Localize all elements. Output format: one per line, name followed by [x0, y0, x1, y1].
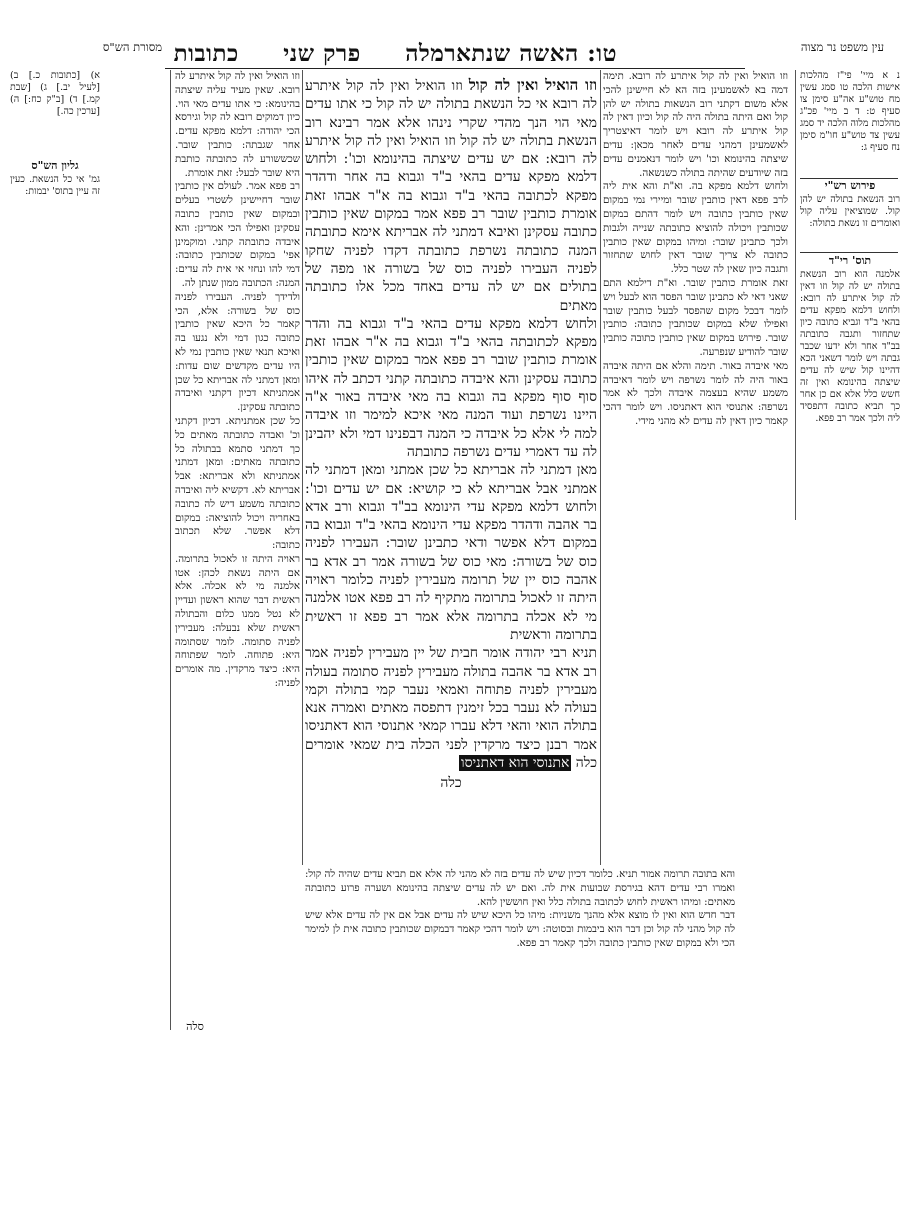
tosfos-rid-label: תוס' רי"ד	[828, 255, 872, 267]
perek-label: פרק שני	[283, 40, 361, 67]
column-divider	[302, 70, 303, 865]
rashi-margin-text: רוב הנשאת בתולה יש להן קול. שמוציאין עליה קול ואומרים זו נשאת בתולה:	[800, 194, 900, 229]
bottom-paragraph: והא בתובה תרומה אמור תניא. כלומר דכיון שיש לה עדים בזה לא מהני לה אלא אם תביא עדים שהיה לה קול: ואמרו רבי עדים דהא בגירסת שבועות אית לה. ואם יש לה עדים שיצתה בהינומא ושערה פרוע כתובתה מאתים: ומיהו ראשית לחוש לכתובה בתולה כלל ואין חוששין להא.	[305, 869, 735, 908]
rashi-paragraph: כל שכן אמתניתא. דכיון דקתני וכ' ואבדה כתובתה מאתים כל כך דמתני סתמא בבתולה כל כתובתה מאתים: ומאן דמתני אמתניתא ולא אבריתא: אבל אבריתא לא. דקשיא ליה ואיבדה כתובתה משמע דיש לה כתובה באחריה ויכול להוציאה: במקום דלא אפשר. שלא תכתוב כתובה:	[175, 415, 300, 552]
page-footer-mark: סלה	[186, 1020, 204, 1033]
gemara-paragraph-text: תניא רבי יהודה אומר חבית של יין מעבירין לפניה אמר רב אדא בר אהבה בתולה מעבירין לפניה סתומה בעולה מעבירין לפניה פתוחה ואמאי נעבר קמי בתולה וקמי בעולה לא נעבר בכל זימנין דתפסה מאתים ואמרה אנא בתולה הואי והאי דלא עברו קמאי אתנוסי הוא דאתניסו אמר רבנן כיצד מרקדין לפני הכלה בית שמאי אומרים כלה	[305, 645, 597, 771]
gemara-text	[305, 76, 597, 862]
margin-divider	[800, 178, 898, 179]
ein-mishpat-header-label: עין משפט נר מצוה	[800, 40, 885, 54]
ein-mishpat-notes	[800, 70, 900, 180]
tosfos-paragraph: זאת אומרת כותבין שובר. וא"ת דילמא התם שאני דאי לא כתבינן שובר הפסד הוא לבעל ויש לומר דבכל מקום שהפסד לבעל כותבין שובר ואפילו שלא במקום שכותבין כתובה: כותבין שובר. פירוש במקום שאין כותבין כתובה כותבין שובר להודיע שנפרעה.	[603, 277, 788, 358]
ein-mishpat-header	[795, 40, 890, 54]
gemara-paragraph-text: ולחוש דלמא מפקא עדים בהאי ב"ד וגבוא בה והדר מפקא לכתובתה בהאי ב"ד וגבוא בה א"ר אבהו זאת אומרת כותבין שובר רב פפא אמר במקום שאין כותבין כתובה עסקינן והא איבדה כתובתה קתני דכתב לה איהו סוף סוף מפקא בה וגבוא בה מאי איבדה באור א"ה היינו נשרפת ועוד המנה מאי איכא למימר וזו איבדה למה לי אלא כל איבדה כי המנה דבפנינו דמי ולא יהבינן לה עד דאמרי עדים נשרפה כתובתה	[305, 315, 597, 460]
bottom-commentary	[305, 868, 735, 1008]
tractate-name: כתובות	[173, 40, 239, 67]
tosfos-paragraph: מאי איבדה באור. תימה והלא אם היתה איבדה באור היה לה לומר נשרפה ויש לומר דאיבדה משמע שהיא בעצמה איבדה ולכך לא אמר נשרפה: אתנוסי הוא דאתניסו. ויש לומר דהכי קאמר כיון דאין לה עדים לא מהני מידי.	[603, 360, 788, 427]
rashi-paragraph: וזו הואיל ואין לה קול איתרע לה רובא. שאין מעיד עליה שיצתה בהינומא: כי אתו עדים מאי הוי. כיון דמוקים רובא לה קול וגירסא הכי יהודה: דלמא מפקא עדים. אחר שגבתה: כותבין שובר. שכששורע לה כתובתה כותבת היא שובר לבעל: זאת אומרת.	[175, 71, 300, 179]
chapter-name: טו: האשה שנתארמלה	[405, 40, 617, 67]
column-divider	[600, 70, 601, 865]
header-divider	[165, 68, 745, 69]
bottom-paragraph: דבר חדש הוא ואין לו מוצא אלא מהנך משניות: מיהו כל היכא שיש לה עדים אבל אם אין לה עדים אלא שיש לה קול מהני לה קול וכן דבר הוא ביבמות ובסוטה: ויש לומר דהכי קאמר דבמקום שכותבין כתובה אית לן למימר הכי ולא במקום שאין כותבין כתובה ולכך קאמר רב פפא.	[305, 910, 735, 949]
page-title	[173, 40, 635, 67]
tosfos-paragraph: וזו הואיל ואין לה קול איתרע לה רובא. תימה דמה בא לאשמעינן בזה הא לא חיישינן להכי אלא משום דקתני רוב הנשאות בתולה יש להן קול ואם היתה בתולה היה לה קול וכיון דאין לה קול איתרע לה רובא ויש לומר דאיצטריך לאשמעינן דמהני עדים לאחר מכאן: עדים שיצתה בהינומא וכו' ויש לומר דנאמנים עדים בזה שיודעים שהיתה בתולה כשנשאה.	[603, 71, 788, 179]
gemara-opening-words: וזו הואיל ואין לה קול	[468, 76, 597, 94]
rashi-paragraph: ולדידך לפניה. העבירו לפניה כוס של בשורה: אלא, הכי קאמר כל היכא שאין כותבין כתובה כגון דמי ולא נגעו בה ואיכא תנאי שאין כותבין נמי לא היו עדים מקדשים שום עדות: ומאן דמתני לה אבריתא כל שכן אמתניתא דכיון דקתני ואיבדה כתובתה עסקינן.	[175, 291, 300, 414]
gilyon-text: גמ' אי כל הנשאת. כעין זה עיין בתוס' יבמות:	[10, 174, 100, 197]
gemara-paragraph-text: מאן דמתני לה אבריתא כל שכן אמתני ומאן דמתני לה אמתני אבל אבריתא לא כי קושיא: אם יש עדים וכו': ולחוש דלמא מפקא עדי הינומא בב"ד וגבוא ורב אדא בר אהבה ודהדר מפקא עדי הינומא בהאי ב"ד וגבוא בה במקום דלא אפשר ודאי כתבינן שובר: העבירו לפניה כוס של בשורה: מאי כוס של בשורה אמר רב אדא בר אהבה כוס יין של תרומה מעבירין לפניה כלומר ראויה היתה זו לאכול בתרומה מתקיף לה רב פפא אטו אלמנה מי לא אכלה בתרומה אלא אמר רב פפא זו ראשית בתרומה וראשית	[305, 462, 597, 643]
tosfos-paragraph: ולחוש דלמא מפקא בה. וא"ת והא אית ליה לרב פפא דאין כותבין שובר ומיירי נמי במקום שאין כותבין כתובה ויש לומר דהתם במקום שכותבין ויכולה להוציא כתובתה שנייה ולגבות ולכך כתבינן שובר: ומיהו במקום שאין כותבין כתובה לא צריך שובר דאין לחוש שתחזור ותגבה כיון שאין לה שטר כלל.	[603, 181, 788, 276]
gemara-closing-word: כלה	[440, 775, 462, 792]
column-divider	[795, 70, 796, 520]
rashi-margin-note	[800, 180, 900, 230]
masores-header-label: מסורת הש"ס	[102, 40, 163, 54]
gilyon-hashas	[10, 160, 100, 240]
gemara-paragraph	[305, 644, 597, 772]
gemara-paragraph	[305, 461, 597, 644]
gemara-paragraph	[305, 315, 597, 461]
column-divider	[170, 70, 171, 1030]
rashi-commentary	[175, 70, 300, 1070]
tosfos-rid-text: אלמנה הוא רוב הנשאת בתולה יש לה קול וזו דאין לה קול איתרע לה רובא: ולחוש דלמא מפקא עדים בהאי ב"ד וגביא כתובה כיון שתחזור ותגבה כתובתה בב"ד אחר ולא ידעו שכבר גבתה ויש לומר דשאני הכא דהיינו קול שיש לה עדים שיצתה בהינומא ואין זה חשש כלל אלא אם כן אחר כך תביא כתובה דתפסיד ליה ולכך אמר רב פפא.	[800, 269, 900, 424]
margin-divider	[800, 252, 898, 253]
highlighted-phrase[interactable]: אתנוסי הוא דאתניסו	[461, 754, 570, 771]
masores-text: א) [כתובות כ.] ב) [לעיל יב.] ג) [שבת קמ.] ד) [ב"ק כח:] ה) [ערכין כה.]	[10, 70, 100, 117]
gemara-paragraph-text: וזו הואיל ואין לה קול איתרע לה רובא אי כל הנשאת בתולה יש לה קול כי אתו עדים מאי הוי הנך מהדי שקרי נינהו אלא אמר רבינא רוב הנשאת בתולה יש לה קול וזו הואיל ואין לה קול איתרע לה רובא: אם יש עדים שיצתה בהינומא וכו': ולחוש דלמא מפקא עדים בהאי ב"ד וגבוא בה אחר ודהדר מפקא לכתובה בהאי ב"ד וגבוא בה א"ר אבהו זאת אומרת כותבין שובר רב פפא אמר במקום שאין כותבין כתובה עסקינן ואיבא דמתני לה אבריתא אימא כתובתה המנה כתובתה נשרפת כתובתה דקדו לפניה שחקו לפניה העבירו לפניה כוס של בשורה או מפה של בתולים אם יש לה עדים באחד מכל אלו כתובתה מאתים	[305, 78, 597, 314]
rashi-paragraph: רב פפא אמר. לעולם אין כותבין שובר דחיישינן לשטרי בעלים ובמקום שאין כותבין כתובה עסקינן ואפילו הכי אמרינן: והא איבדה כתובתה קתני. ומוקמינן אפי' במקום שכותבין כתובה: דמי להו ונחזי אי אית לה עדים: המנה: הכתובה ממון שנתן לה.	[175, 181, 300, 289]
gilyon-label: גליון הש"ס	[31, 160, 79, 172]
gemara-paragraph	[305, 76, 597, 315]
ein-mishpat-text: נ א מיי' פי"ז מהלכות אישות הלכה טו סמג עשין מח טוש"ע אה"ע סימן צו סעיף ט: ד ב מיי' פכ"ג מהלכות מלוה הלכה יד סמג עשין צד טוש"ע חו"מ סימן נח סעיף ג:	[800, 70, 900, 153]
rashi-margin-label: פירוש רש"י	[824, 180, 876, 192]
masores-header	[100, 40, 165, 54]
tosfos-rid-note	[800, 255, 900, 515]
masores-hashas	[10, 70, 100, 170]
rashi-paragraph: ראויה היתה זו לאכול בתרומה. אם היתה נשאת לכהן: אטו אלמנה מי לא אכלה. אלא ראשית דבר שהוא ראשון ועדיין לא נטל ממנו כלום והבתולה ראשית שלא נבעלה: מעבירין לפניה סתומה. לומר שסתומה היא: פתוחה. לומר שפתוחה היא: כיצד מרקדין. מה אומרים לפניה:	[175, 553, 300, 690]
